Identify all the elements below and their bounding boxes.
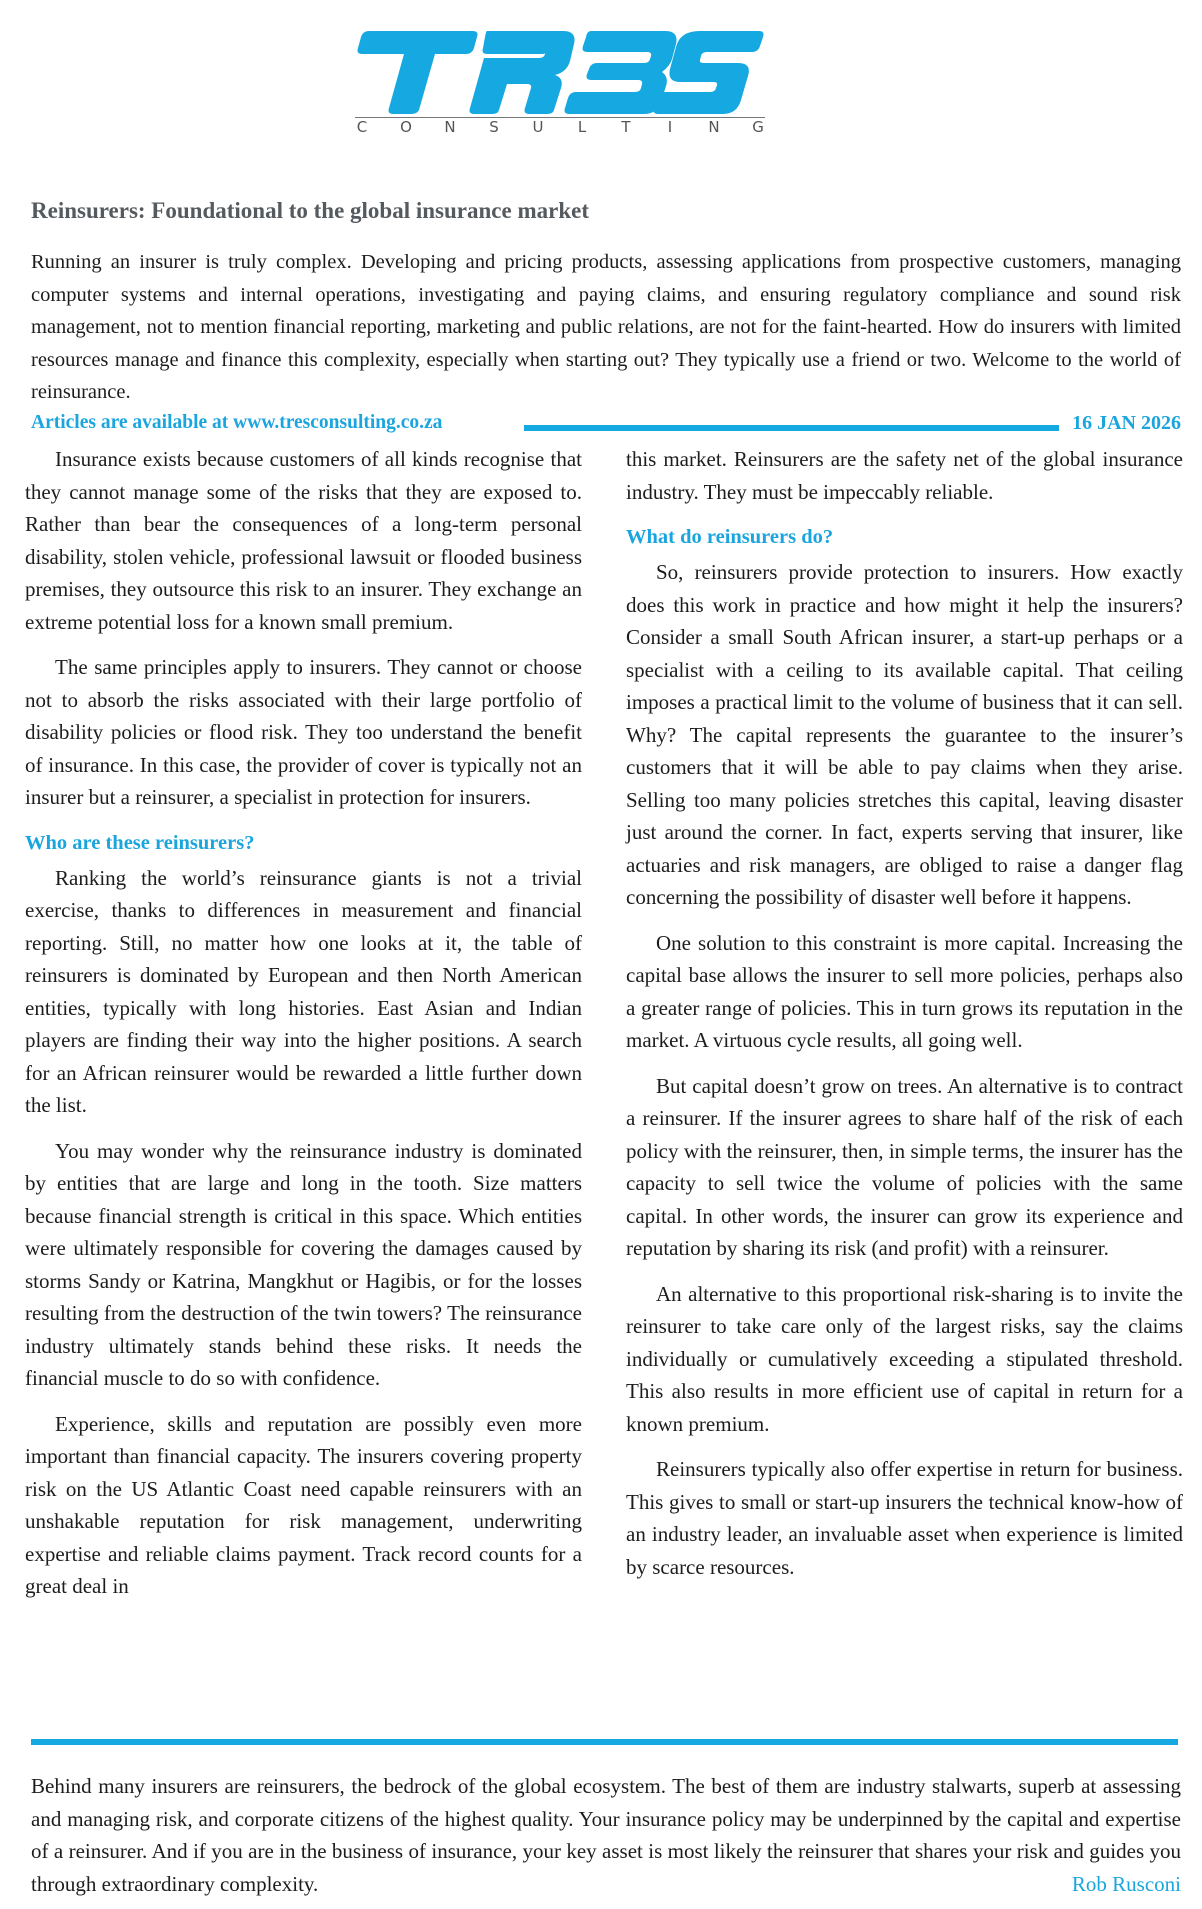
tres-consulting-logo [355,28,765,140]
paragraph: An alternative to this proportional risk-sharing is to invite the reinsurer to take care only of the largest risks, say the claims individually or cumulatively exceeding a stipulated threshold. This also results in more efficient use of capital in return for a known premium. [626,1281,1183,1436]
right-column [626,443,1183,1596]
publication-date: 16 JAN 2026 [1072,412,1181,434]
logo-subtitle-letter: O [400,118,412,136]
logo-subtitle-letter: U [532,118,544,136]
article-intro: Running an insurer is truly complex. Developing and pricing products, assessing applications from prospective customers, managing computer systems and internal operations, investigating and paying claims, and ensuring regulatory compliance and sound risk management, not to mention financial reporting, marketing and public relations, are not for the faint-hearted. How do insurers with limited resources manage and finance this complexity, especially when starting out? They typically use a friend or two. Welcome to the world of reinsurance. [31,251,1181,403]
section-heading: Who are these reinsurers? [25,831,255,854]
logo-wordmark-icon [355,28,765,116]
articles-link[interactable]: Articles are available at www.tresconsulting.co.za [31,412,443,433]
logo-subtitle [355,118,765,138]
article-title: Reinsurers: Foundational to the global insurance market [31,198,589,223]
paragraph: But capital doesn’t grow on trees. An alternative is to contract a reinsurer. If the insurer agrees to share half of the risk of each policy with the reinsurer, then, in simple terms, the insurer has the capacity to sell twice the volume of policies with the same capital. In other words, the insurer can grow its experience and reputation by sharing its risk (and profit) with a reinsurer. [626,1073,1183,1260]
logo-subtitle-letter: C [356,118,368,136]
paragraph: this market. Reinsurers are the safety net of the global insurance industry. They must be impeccably reliable. [626,447,1183,504]
logo-subtitle-letter: I [667,118,673,136]
logo-subtitle-letter: T [621,118,631,136]
logo-subtitle-letter: N [708,118,720,136]
paragraph: One solution to this constraint is more capital. Increasing the capital base allows the insurer to sell more policies, perhaps also a greater range of policies. This in turn grows its reputation in the market. A virtuous cycle results, all going well. [626,930,1183,1052]
conclusion-divider [31,1739,1178,1745]
paragraph: So, reinsurers provide protection to insurers. How exactly does this work in practice and how might it help the insurers? Consider a small South African insurer, a start-up perhaps or a specialist with a ceiling to its available capital. That ceiling imposes a practical limit to the volume of business that it can sell. Why? The capital represents the guarantee to the insurer’s customers that it will be able to pay claims when they arise. Selling too many policies stretches this capital, leaving disaster just around the corner. In fact, experts serving that insurer, like actuaries and risk managers, are obliged to raise a danger flag concerning the possibility of disaster well before it happens. [626,560,1183,909]
paragraph: Experience, skills and reputation are possibly even more important than financial capacity. The insurers covering property risk on the US Atlantic Coast need capable reinsurers with an unshakable reputation for risk management, underwriting expertise and reliable claims payment. Track record counts for a great deal in [25,1411,582,1598]
logo-subtitle-letter: L [577,118,587,136]
conclusion-text: Behind many insurers are reinsurers, the bedrock of the global ecosystem. The best of them are industry stalwarts, superb at assessing and managing risk, and corporate citizens of the highest quality. Your insurance policy may be underpinned by the capital and expertise of a reinsurer. And if you are in the business of insurance, your key asset is most likely the reinsurer that shares your risk and guides you through extraordinary complexity. [31,1774,1181,1896]
paragraph: The same principles apply to insurers. They cannot or choose not to absorb the risks associated with their large portfolio of disability policies or flood risk. They too understand the benefit of insurance. In this case, the provider of cover is typically not an insurer but a reinsurer, a specialist in protection for insurers. [25,655,582,809]
section-heading: What do reinsurers do? [626,526,834,548]
logo-subtitle-letter: N [444,118,456,136]
meta-divider [524,425,1059,431]
paragraph: Ranking the world’s reinsurance giants is not a trivial exercise, thanks to differences in measurement and financial reporting. Still, no matter how one looks at it, the table of reinsurers is dominated by European and then North American entities, typically with long histories. East Asian and Indian players are finding their way into the higher positions. A search for an African reinsurer would be rewarded a little further down the list. [25,865,582,1117]
author-name: Rob Rusconi [1071,1871,1181,1896]
paragraph: Insurance exists because customers of all kinds recognise that they cannot manage some of the risks that they are exposed to. Rather than bear the consequences of a long-term personal disability, stolen vehicle, professional lawsuit or flooded business premises, they outsource this risk to an insurer. They exchange an extreme potential loss for a known small premium. [25,447,582,634]
logo-subtitle-letter: G [752,118,764,136]
paragraph: Reinsurers typically also offer expertise in return for business. This gives to small or start-up insurers the technical know-how of an industry leader, an invaluable asset when experience is limited by scarce resources. [626,1457,1183,1579]
paragraph: You may wonder why the reinsurance industry is dominated by entities that are large and long in the tooth. Size matters because financial strength is critical in this space. Which entities were ultimately responsible for covering the damages caused by storms Sandy or Katrina, Mangkhut or Hagibis, or for the losses resulting from the destruction of the twin towers? The reinsurance industry ultimately stands behind these risks. It needs the financial muscle to do so with confidence. [25,1138,582,1390]
conclusion [31,1770,1181,1900]
meta-row [31,412,1181,440]
logo-subtitle-letter: S [489,118,499,136]
left-column [25,443,582,1616]
